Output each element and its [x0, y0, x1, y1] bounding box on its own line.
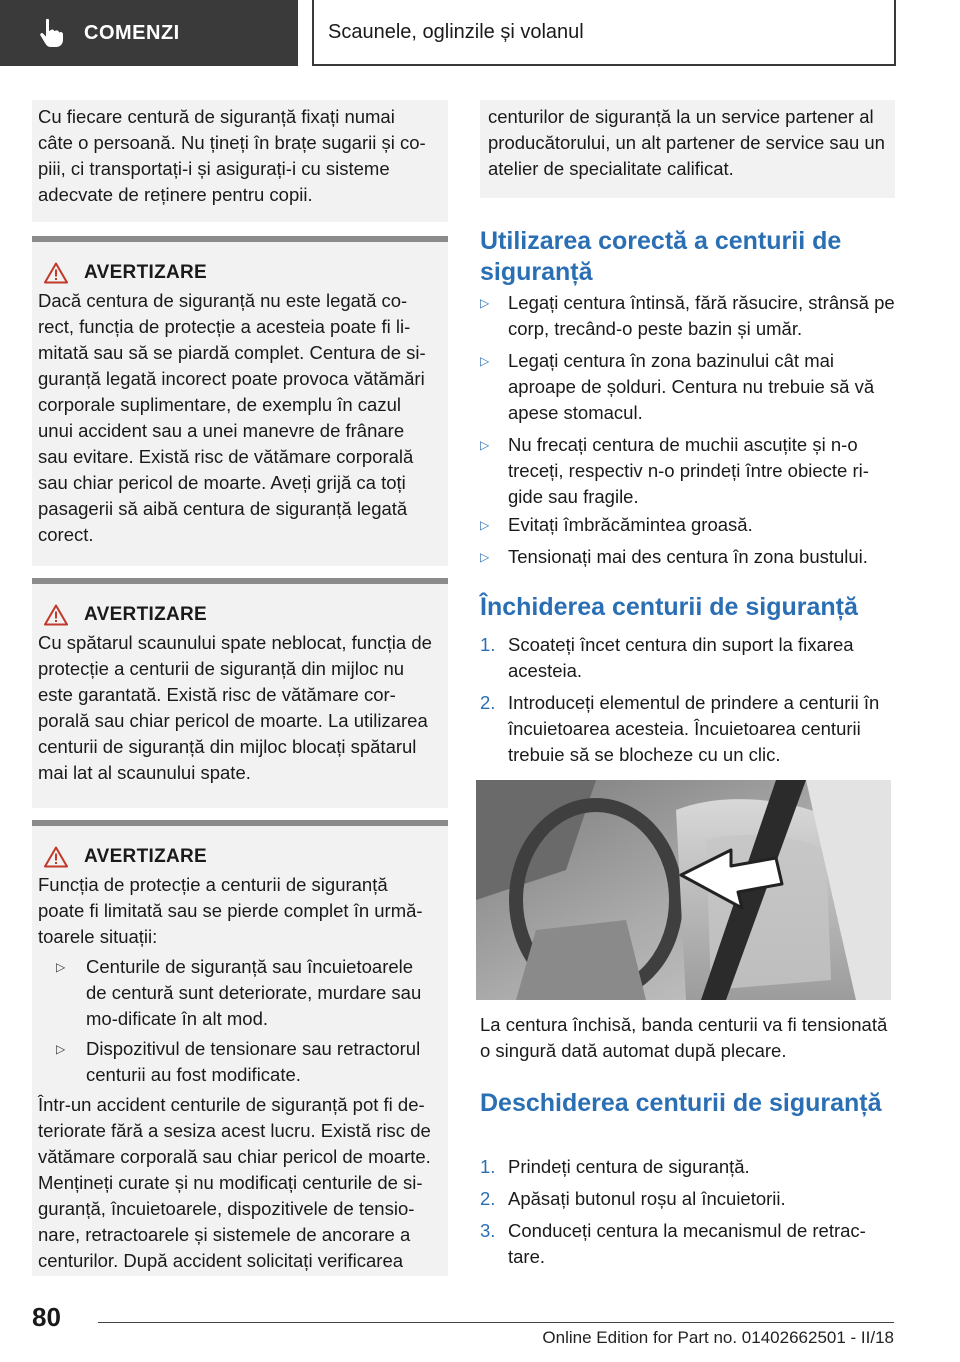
- list-item: 1. Prindeți centura de siguranță.: [480, 1156, 750, 1177]
- list-item: ▷ Tensionați mai des centura în zona bustului.: [480, 544, 895, 570]
- warning-triangle-icon: [44, 262, 68, 284]
- warning-text-continued: Într-un accident centurile de siguranță pot fi de-teriorate fără a sesiza acest lucru. Există risc de vătămare corporală sau chiar pericol de moarte. Mențineți curate și nu modificați centurile de si-guranță, încuietoarele, dispozitivele de tensio-nare, retractoarele și sistemele de ancorare a centurilor. După accident solicitați verificarea: [38, 1094, 431, 1271]
- triangle-bullet-icon: ▷: [480, 518, 490, 532]
- list-item: 2. Apăsați butonul roșu al încuietorii.: [480, 1188, 786, 1209]
- continued-text: centurilor de siguranță la un service partener al producătorului, un alt partener de service sau un atelier de specialitate calificat.: [488, 106, 885, 179]
- warning-title: AVERTIZARE: [84, 604, 207, 625]
- warning-triangle-icon: [44, 846, 68, 868]
- warning-title: AVERTIZARE: [84, 846, 207, 867]
- heading-unfasten: Deschiderea centurii de siguranță: [480, 1089, 882, 1117]
- list-item: ▷ Evitați îmbrăcămintea groasă.: [480, 512, 895, 538]
- triangle-bullet-icon: ▷: [480, 296, 490, 310]
- caption-text: La centura închisă, banda centurii va fi tensionată o singură dată automat după plecare.: [480, 1014, 888, 1061]
- triangle-bullet-icon: ▷: [56, 960, 66, 974]
- heading-fasten: Închiderea centurii de siguranță: [480, 593, 858, 621]
- list-item: ▷ Centurile de siguranță sau încuietoarele de centură sunt deteriorate, murdare sau mo-dificate în alt mod.: [56, 954, 434, 1032]
- triangle-bullet-icon: ▷: [480, 438, 490, 452]
- seatbelt-photo: [476, 780, 891, 1000]
- edition-text: Online Edition for Part no. 01402662501 - II/18: [542, 1328, 894, 1347]
- page-number: 80: [32, 1302, 61, 1332]
- warning-text: Dacă centura de siguranță nu este legată co-rect, funcția de protecție a acesteia poate fi li-mitată sau să se piardă complet. Centura de si-guranță legată incorect poate provoca vătămări corporale suplimentare, de exemplu în cazul unui accident sau a unei manevre de frânare sau evitare. Există risc de vătămare corporală sau chiar pericol de moarte. Aveți grijă ca toți pasagerii să aibă centura de siguranță legată corect.: [38, 290, 426, 545]
- section-tab[interactable]: [0, 0, 298, 66]
- triangle-bullet-icon: ▷: [56, 1042, 66, 1056]
- list-item: ▷ Nu frecați centura de muchii ascuțite și n-o treceți, respectiv n-o prindeți între obiecte ri-gide sau fragile.: [480, 432, 895, 510]
- warning-text: Funcția de protecție a centurii de siguranță poate fi limitată sau se pierde complet în urmă-toarele situații:: [38, 874, 423, 947]
- heading-correct-use: Utilizarea corectă a centurii de siguranță: [480, 227, 842, 286]
- warning-title: AVERTIZARE: [84, 262, 207, 283]
- list-item: ▷ Dispozitivul de tensionare sau retractorul centurii au fost modificate.: [56, 1036, 434, 1088]
- list-item: 2. Introduceți elementul de prindere a centurii în încuietoarea acesteia. Încuietoarea centurii trebuie să se blocheze cu un clic.: [480, 692, 880, 765]
- chapter-title: Scaunele, oglinzile și volanul: [312, 0, 896, 66]
- triangle-bullet-icon: ▷: [480, 550, 490, 564]
- warning-box-3: [32, 820, 448, 1276]
- triangle-bullet-icon: ▷: [480, 354, 490, 368]
- warning-box-2: [32, 578, 448, 808]
- list-item: 1. Scoateți încet centura din suport la fixarea acesteia.: [480, 634, 854, 681]
- continued-box: [480, 100, 895, 198]
- pointing-hand-icon: [38, 18, 64, 48]
- list-item: 3. Conduceți centura la mecanismul de retrac-tare.: [480, 1220, 866, 1267]
- warning-triangle-icon: [44, 604, 68, 626]
- list-item: ▷ Legați centura în zona bazinului cât mai aproape de șolduri. Centura nu trebuie să vă apese stomacul.: [480, 348, 895, 426]
- footer-divider: [98, 1322, 894, 1323]
- warning-text: Cu spătarul scaunului spate neblocat, funcția de protecție a centurii de siguranță din mijloc nu este garantată. Există risc de vătămare cor-porală sau chiar pericol de moarte. La utilizarea centurii de siguranță din mijloc blocați spătarul mai lat al scaunului spate.: [38, 632, 432, 783]
- list-item: ▷ Legați centura întinsă, fără răsucire, strânsă pe corp, trecând-o peste bazin și umăr.: [480, 290, 895, 342]
- warning-box-1: [32, 236, 448, 566]
- section-label: COMENZI: [84, 21, 180, 44]
- intro-text: Cu fiecare centură de siguranță fixați numai câte o persoană. Nu țineți în brațe sugarii și co-piii, ci transportați-i și asigurați-i cu sisteme adecvate de reținere pentru copii.: [38, 106, 426, 205]
- intro-box: [32, 100, 448, 222]
